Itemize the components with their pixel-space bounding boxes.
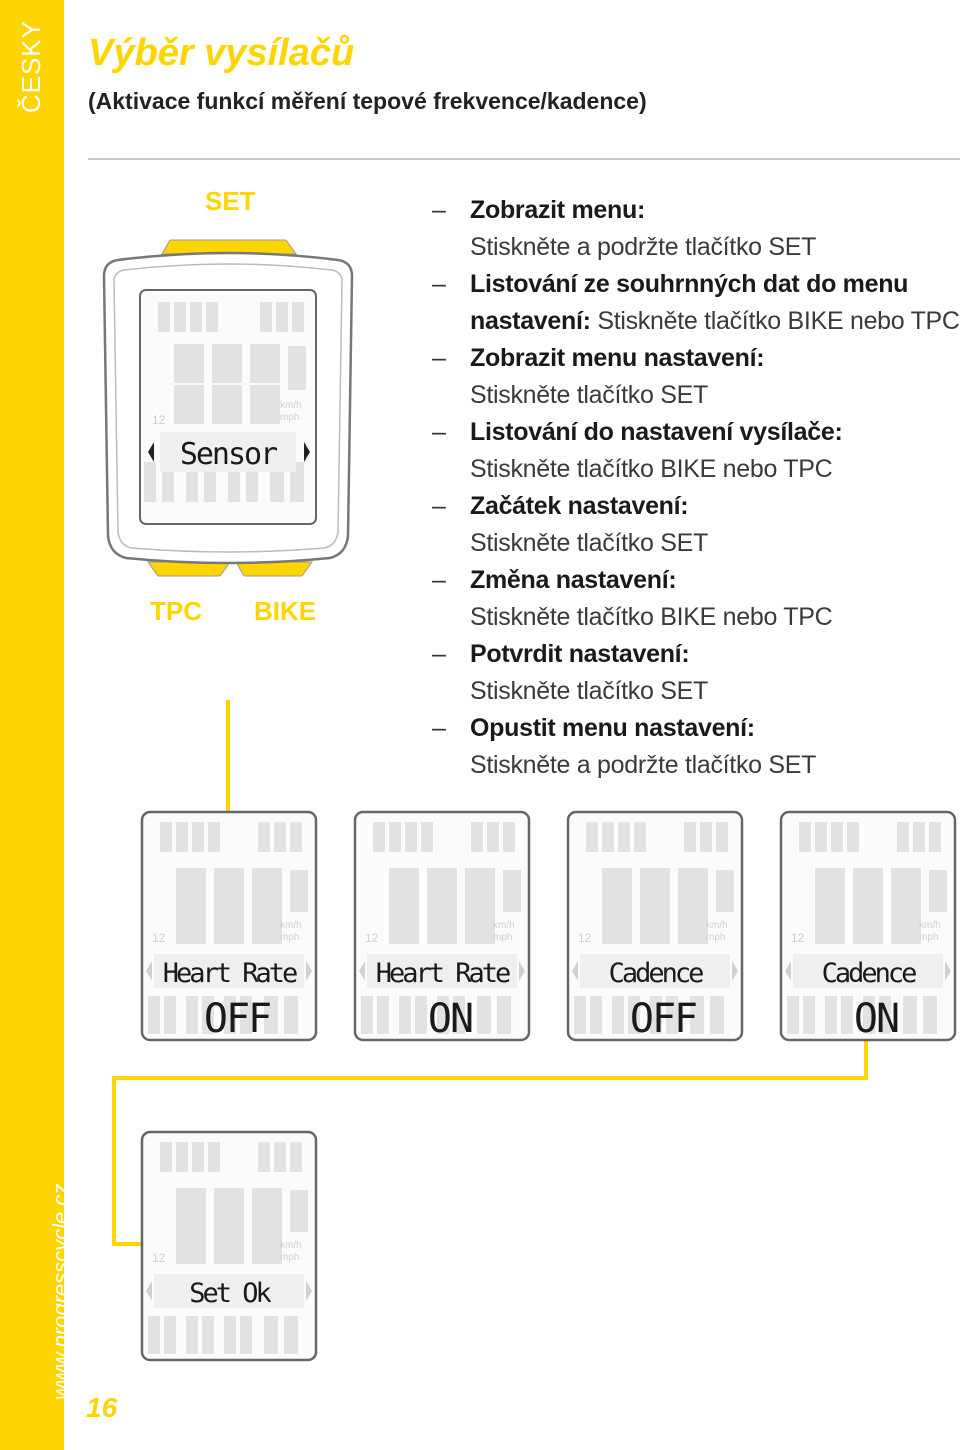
lcd-line1-text: Cadence (608, 958, 702, 989)
svg-text:12: 12 (365, 931, 379, 945)
svg-text:km/h: km/h (493, 920, 515, 931)
svg-text:mph: mph (280, 932, 300, 943)
lcd-line1-text: Heart Rate (162, 958, 296, 989)
header-divider (88, 158, 960, 160)
step-item: – Listování ze souhrnných dat do menu nastavení: Stiskněte tlačítko BIKE nebo TPC (432, 266, 960, 340)
lcd-screen (566, 810, 744, 1042)
step-item: – Změna nastavení: Stiskněte tlačítko BIKE nebo TPC (432, 562, 960, 636)
svg-text:12: 12 (152, 1251, 166, 1265)
step-item: – Zobrazit menu nastavení: Stiskněte tlačítko SET (432, 340, 960, 414)
step-item: – Potvrdit nastavení: Stiskněte tlačítko SET (432, 636, 960, 710)
lcd-line2-text: ON (427, 996, 473, 1042)
svg-text:km/h: km/h (919, 920, 941, 931)
lcd-line1-text: Set Ok (189, 1278, 269, 1309)
bike-button[interactable] (236, 562, 312, 576)
connector-line (864, 1040, 868, 1078)
lcd-screen (779, 810, 957, 1042)
svg-text:km/h: km/h (280, 400, 302, 411)
svg-text:mph: mph (706, 932, 726, 943)
set-button-label: SET (205, 186, 256, 216)
svg-text:12: 12 (152, 931, 166, 945)
step-item: – Listování do nastavení vysílače: Stiskněte tlačítko BIKE nebo TPC (432, 414, 960, 488)
page-subtitle: (Aktivace funkcí měření tepové frekvence/kadence) (88, 88, 647, 114)
page-number: 16 (86, 1392, 118, 1423)
instruction-steps (432, 192, 960, 784)
language-label: ČESKY (16, 20, 46, 114)
lcd-line1-text: Heart Rate (375, 958, 509, 989)
lcd-line2-text: OFF (629, 996, 697, 1042)
lcd-screen (140, 1130, 318, 1362)
svg-text:mph: mph (493, 932, 513, 943)
display-sensor-text: Sensor (179, 437, 277, 472)
svg-text:12: 12 (791, 931, 805, 945)
step-item: – Začátek nastavení: Stiskněte tlačítko SET (432, 488, 960, 562)
page-title: Výběr vysílačů (88, 32, 355, 74)
lcd-screen (140, 810, 318, 1042)
svg-text:mph: mph (280, 412, 300, 423)
connector-line (112, 1076, 116, 1246)
lcd-screen (353, 810, 531, 1042)
svg-text:12: 12 (578, 931, 592, 945)
connector-line (112, 1076, 868, 1080)
website-link[interactable]: www.progresscycle.cz (48, 1183, 73, 1400)
svg-text:12: 12 (152, 413, 166, 427)
svg-text:km/h: km/h (280, 920, 302, 931)
step-item: – Opustit menu nastavení: Stiskněte a podržte tlačítko SET (432, 710, 960, 784)
svg-text:mph: mph (280, 1252, 300, 1263)
lcd-line2-text: ON (853, 996, 899, 1042)
lcd-line2-text: OFF (203, 996, 271, 1042)
svg-text:km/h: km/h (280, 1240, 302, 1251)
svg-text:km/h: km/h (706, 920, 728, 931)
cycle-computer-device (100, 236, 356, 582)
connector-line (226, 700, 230, 812)
language-sidebar (0, 0, 73, 1450)
bike-button-label: BIKE (254, 596, 317, 626)
lcd-line1-text: Cadence (821, 958, 915, 989)
tpc-button-label: TPC (150, 596, 202, 626)
step-item: – Zobrazit menu: Stiskněte a podržte tlačítko SET (432, 192, 960, 266)
svg-text:mph: mph (919, 932, 939, 943)
